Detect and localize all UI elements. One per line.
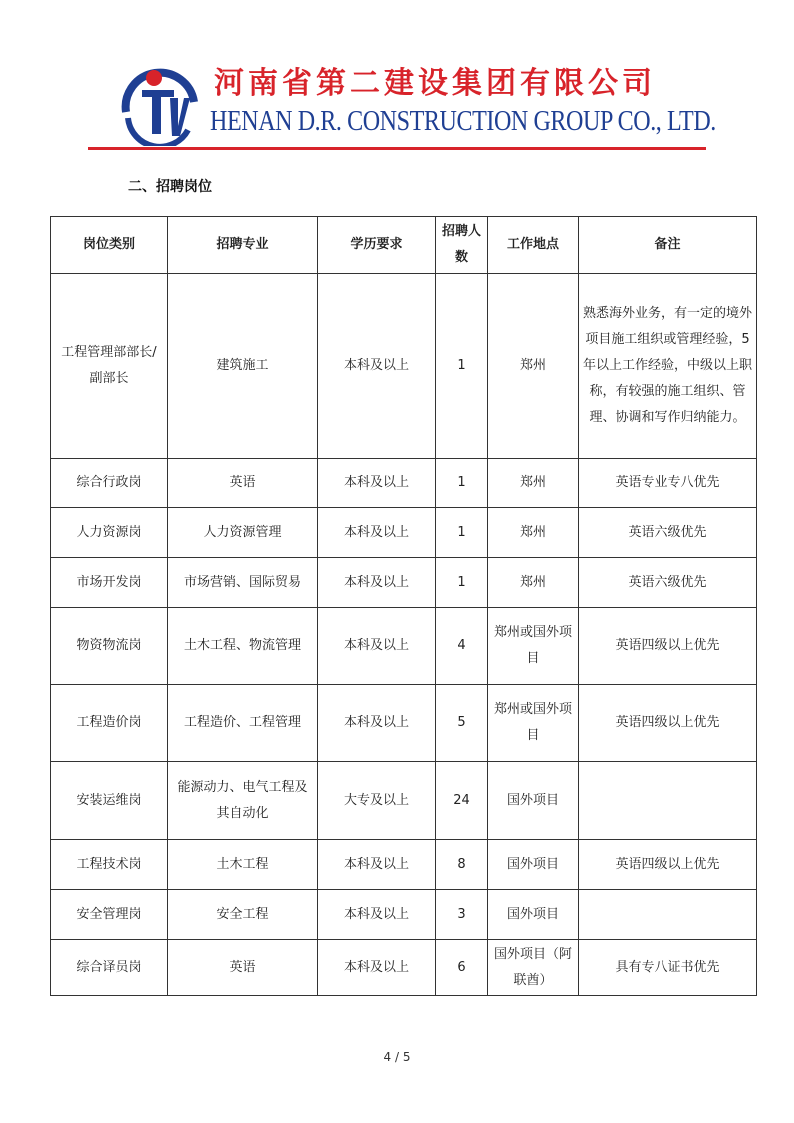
cell-count: 5 [436,685,488,762]
cell-category: 安全管理岗 [51,890,168,940]
cell-major: 土木工程、物流管理 [168,608,318,685]
table-row [51,274,757,459]
cell-major: 英语 [168,459,318,508]
cell-location: 郑州 [488,274,579,459]
cell-remark: 英语六级优先 [579,508,757,558]
cell-remark: 英语四级以上优先 [579,685,757,762]
company-name-english: HENAN D.R. CONSTRUCTION GROUP CO., LTD. [210,106,716,137]
cell-remark: 英语专业专八优先 [579,459,757,508]
table-row [51,508,757,558]
cell-location: 郑州 [488,508,579,558]
cell-major: 市场营销、国际贸易 [168,558,318,608]
cell-education: 本科及以上 [318,459,436,508]
cell-category: 市场开发岗 [51,558,168,608]
cell-education: 本科及以上 [318,558,436,608]
company-logo-icon [118,68,202,146]
cell-remark: 英语六级优先 [579,558,757,608]
table-header-row [51,217,757,274]
letterhead [0,0,794,160]
cell-count: 6 [436,940,488,996]
header-category: 岗位类别 [51,217,168,274]
cell-major: 英语 [168,940,318,996]
cell-education: 本科及以上 [318,685,436,762]
cell-major: 人力资源管理 [168,508,318,558]
cell-education: 本科及以上 [318,890,436,940]
cell-education: 大专及以上 [318,762,436,840]
cell-location: 国外项目（阿联酋） [488,940,579,996]
cell-remark: 具有专八证书优先 [579,940,757,996]
cell-category: 工程造价岗 [51,685,168,762]
cell-major: 能源动力、电气工程及其自动化 [168,762,318,840]
recruitment-table [50,216,757,996]
cell-count: 3 [436,890,488,940]
cell-location: 郑州 [488,459,579,508]
cell-major: 安全工程 [168,890,318,940]
cell-count: 8 [436,840,488,890]
cell-major: 土木工程 [168,840,318,890]
table-row [51,890,757,940]
cell-remark [579,762,757,840]
cell-category: 物资物流岗 [51,608,168,685]
cell-category: 安装运维岗 [51,762,168,840]
cell-category: 综合译员岗 [51,940,168,996]
header-major: 招聘专业 [168,217,318,274]
table-row [51,762,757,840]
cell-remark: 英语四级以上优先 [579,840,757,890]
header-divider [88,147,706,150]
cell-education: 本科及以上 [318,508,436,558]
table-row [51,459,757,508]
cell-location: 国外项目 [488,762,579,840]
cell-count: 1 [436,274,488,459]
table-row [51,558,757,608]
cell-remark [579,890,757,940]
table-row [51,685,757,762]
cell-count: 1 [436,558,488,608]
cell-count: 24 [436,762,488,840]
cell-location: 郑州或国外项目 [488,608,579,685]
cell-category: 工程技术岗 [51,840,168,890]
header-remark: 备注 [579,217,757,274]
cell-location: 国外项目 [488,840,579,890]
cell-location: 郑州 [488,558,579,608]
company-name-chinese: 河南省第二建设集团有限公司 [214,66,656,101]
cell-location: 国外项目 [488,890,579,940]
cell-education: 本科及以上 [318,274,436,459]
page-number: 4 / 5 [383,1050,411,1064]
cell-remark: 熟悉海外业务，有一定的境外项目施工组织或管理经验，5年以上工作经验，中级以上职称，有较强的施工组织、管理、协调和写作归纳能力。 [579,274,757,459]
cell-education: 本科及以上 [318,940,436,996]
header-location: 工作地点 [488,217,579,274]
header-education: 学历要求 [318,217,436,274]
header-count: 招聘人数 [436,217,488,274]
table-row [51,940,757,996]
table-row [51,840,757,890]
cell-count: 1 [436,459,488,508]
cell-major: 工程造价、工程管理 [168,685,318,762]
cell-category: 工程管理部部长/副部长 [51,274,168,459]
cell-location: 郑州或国外项目 [488,685,579,762]
cell-category: 人力资源岗 [51,508,168,558]
cell-education: 本科及以上 [318,840,436,890]
section-title: 二、招聘岗位 [128,179,212,195]
cell-remark: 英语四级以上优先 [579,608,757,685]
cell-count: 4 [436,608,488,685]
cell-count: 1 [436,508,488,558]
table-row [51,608,757,685]
cell-category: 综合行政岗 [51,459,168,508]
cell-major: 建筑施工 [168,274,318,459]
cell-education: 本科及以上 [318,608,436,685]
